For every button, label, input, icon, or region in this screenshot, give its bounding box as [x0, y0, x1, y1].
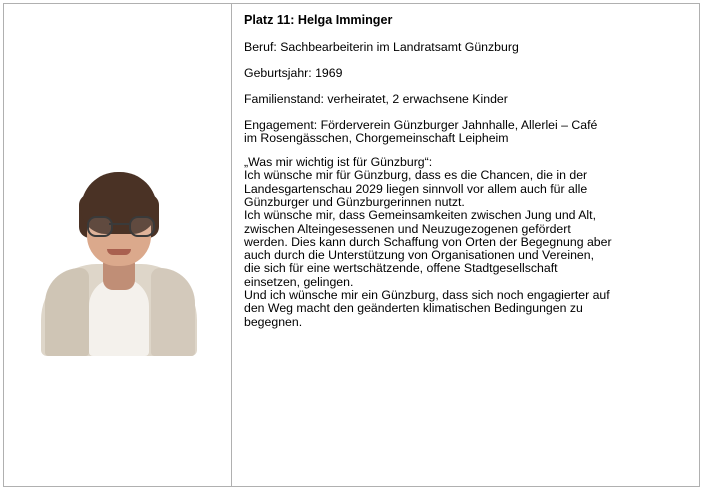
quote-line: Landesgartenschau 2029 liegen sinnvoll vor allem auch für alle — [244, 181, 588, 196]
quote-line: auch durch die Unterstützung von Organisationen und Vereinen, — [244, 248, 595, 263]
quote-line: werden. Dies kann durch Schaffung von Orten der Begegnung aber — [244, 234, 612, 249]
quote-line: Ich wünsche mir, dass Gemeinsamkeiten zwischen Jung und Alt, — [244, 208, 596, 223]
quote-body — [244, 169, 689, 328]
quote-heading: „Was mir wichtig ist für Günzburg“: — [244, 155, 433, 170]
cardigan-right-shape — [151, 268, 195, 356]
photo-cell — [4, 4, 232, 486]
glasses-right-lens — [129, 216, 155, 237]
quote-line: Günzburger und Günzburgerinnen nutzt. — [244, 194, 465, 209]
field-engagement — [244, 119, 689, 144]
field-familienstand: Familienstand: verheiratet, 2 erwachsene Kinder — [244, 92, 508, 107]
engagement-line-1: Engagement: Förderverein Günzburger Jahnhalle, Allerlei – Café — [244, 118, 598, 133]
engagement-line-2: im Rosengässchen, Chorgemeinschaft Leipheim — [244, 130, 509, 145]
glasses-left-lens — [87, 216, 113, 237]
quote-line: Ich wünsche mir für Günzburg, dass es die Chancen, die in der — [244, 168, 588, 183]
candidate-card — [3, 3, 700, 487]
candidate-title: Platz 11: Helga Imminger — [244, 13, 393, 27]
mouth-shape — [107, 249, 131, 255]
quote-line: begegnen. — [244, 314, 303, 329]
portrait-illustration — [39, 156, 199, 356]
candidate-photo — [39, 156, 199, 356]
quote-line: Und ich wünsche mir ein Günzburg, dass sich noch engagierter auf — [244, 288, 610, 303]
quote-line: zwischen Alteingesessenen und Neuzugezogenen gefördert — [244, 221, 571, 236]
field-geburtsjahr: Geburtsjahr: 1969 — [244, 65, 343, 80]
field-beruf: Beruf: Sachbearbeiterin im Landratsamt Günzburg — [244, 39, 519, 54]
quote-line: den Weg macht den geänderten klimatischen Bedingungen zu — [244, 301, 583, 316]
glasses-bridge — [109, 223, 129, 225]
text-cell — [232, 4, 699, 486]
quote-line: die sich für eine wertschätzende, offene Stadtgesellschaft — [244, 261, 558, 276]
cardigan-left-shape — [45, 268, 89, 356]
quote-line: einsetzen, gelingen. — [244, 274, 354, 289]
